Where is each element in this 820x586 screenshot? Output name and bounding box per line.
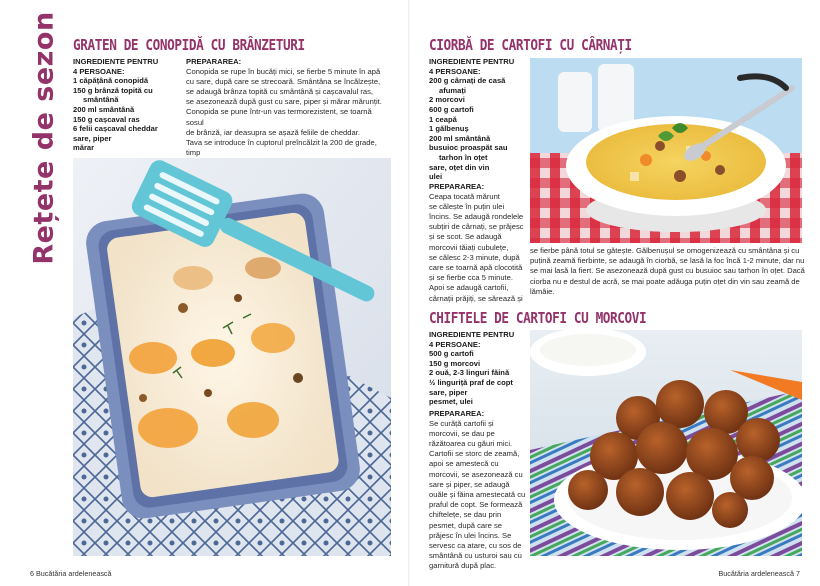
- ingredient-item: 200 ml smântână: [73, 104, 135, 114]
- graten-illustration: [73, 158, 391, 556]
- preparation-chiftele: PREPARAREA: Se curăță cartofii și morcovii, se dau pe răzătoarea cu găuri mici. Cartofii se storc de zeamă, apoi se amestecă cu morcovii, se asezonează cu sare și piper, se adaugă ouăle și făina amestecată cu praful de copt. Se formează chiftelețe, se dau prin pesmet, după care se prăjesc în ulei încins. Se servesc ca atare, cu sos de smântână cu usturoi sau cu garnitură după plac.: [429, 409, 533, 572]
- ingredient-item: 500 g cartofi: [429, 349, 474, 359]
- ciorba-illustration: [530, 58, 802, 243]
- preparation-ciorba: PREPARAREA: Ceapa tocată mărunt se călește în puțin ulei încins. Se adaugă rondelele subțiri de cârnați, se prăjesc și se scot. Se adaugă morcovii tăiați cubulețe, se călesc 2-3 minute, după care se toarnă apă clocotită și se fierbe cca 5 minute. Apoi se adaugă cartofii, cârnații prăjiți, se sărează și: [429, 182, 531, 304]
- ingredients-ciorba: INGREDIENTE PENTRU 4 PERSOANE: 200 g cârnați de casă afumați 2 morcovi 600 g cartofi 1 ceapă 1 gălbenuș 200 ml smântână busuioc proaspăt sau tarhon în oțet sare, oțet din vin ulei: [429, 57, 529, 182]
- prep-text: Conopida se rupe în bucăți mici, se fierbe 5 minute în apă cu sare, după care se strecoară. Smântâna se încălzește, se adaugă brânza topită cu smântână și cașcavalul ras, se asezonează după gust cu sare, piper și mărar mărunțit. Conopida se pune într-un vas termorezistent, se toarnă sosul de brânză, iar deasupra se așază feliile de cheddar. Tava se introduce în cuptorul preîncălzit la 200 de grade, timp: [186, 66, 382, 158]
- ingredient-item: 1 căpățână conopidă: [73, 76, 149, 86]
- photo-chiftele: [530, 330, 802, 556]
- ingredient-item: mărar: [73, 143, 95, 153]
- ingredient-item: 150 g cașcaval ras: [73, 114, 140, 124]
- ingredient-item: 200 g cârnați de casă afumați: [429, 76, 506, 95]
- ingredient-item: pesmet, ulei: [429, 397, 473, 407]
- magazine-name: Bucătăria ardelenească: [36, 569, 112, 578]
- footer-left: [30, 569, 112, 578]
- prep-text-wide: se fierbe până totul se gătește. Gălbenușul se omogenizează cu smântâna și cu puțină zeamă fierbinte, se adaugă în ciorbă, se lasă la foc încă 1-2 minute, dar nu se mai lasă la fiert. Se asezonează după gust cu busuioc sau tarhon în oțet. Dacă ciorba nu e destul de acră, se mai poate adăuga puțin oțet din vin sau zeamă de lămâie.: [530, 246, 805, 296]
- ingredients-graten: INGREDIENTE PENTRU 4 PERSOANE: 1 căpățână conopidă 150 g brânză topită cu smântână 200 ml smântână 150 g cașcaval ras 6 felii cașcaval cheddar sare, piper mărar: [73, 57, 178, 153]
- ingredients-chiftele: INGREDIENTE PENTRU 4 PERSOANE: 500 g cartofi 150 g morcovi 2 ouă, 2-3 linguri făină ½ linguriță praf de copt sare, piper pesmet, ulei: [429, 330, 531, 407]
- recipe-title-chiftele: CHIFTELE DE CARTOFI CU MORCOVI: [429, 309, 647, 327]
- ingredient-item: 150 g morcovi: [429, 358, 481, 368]
- ingredient-item: 600 g cartofi: [429, 104, 474, 114]
- page-number: 7: [796, 569, 800, 578]
- ingredient-item: 6 felii cașcaval cheddar: [73, 124, 158, 134]
- page-number: 6: [30, 569, 34, 578]
- footer-right: [718, 569, 800, 578]
- ingredient-item: sare, piper: [73, 133, 112, 143]
- ingredient-item: sare, oțet din vin: [429, 162, 490, 172]
- ingredient-item: 1 gălbenuș: [429, 124, 469, 134]
- ingredient-item: sare, piper: [429, 387, 468, 397]
- prep-text-narrow: Ceapa tocată mărunt se călește în puțin ulei încins. Se adaugă rondelele subțiri de cârnați, se prăjesc și se scot. Se adaugă morcovii tăiați cubulețe, se călesc 2-3 minute, după care se toarnă apă clocotită și se fierbe cca 5 minute. Apoi se adaugă cartofii, cârnații prăjiți, se sărează și: [429, 191, 524, 303]
- photo-ciorba: [530, 58, 802, 243]
- chiftele-illustration: [530, 330, 802, 556]
- right-page: [410, 0, 820, 586]
- ingredient-item: 2 ouă, 2-3 linguri făină: [429, 368, 510, 378]
- section-title-text: Rețete de sezon: [28, 11, 60, 265]
- preparation-graten: PREPARAREA: Conopida se rupe în bucăți mici, se fierbe 5 minute în apă cu sare, după care se strecoară. Smântâna se încălzește, se adaugă brânza topită cu smântână și cașcavalul ras, se asezonează după gust cu sare, piper și mărar mărunțit. Conopida se pune într-un vas termorezistent, se toarnă sosul de brânză, iar deasupra se așază feliile de cheddar. Tava se introduce în cuptorul preîncălzit la 200 de grade, timp: [186, 57, 391, 169]
- ingredient-item: busuioc proaspăt sau tarhon în oțet: [429, 143, 508, 162]
- ingredient-item: 200 ml smântână: [429, 133, 491, 143]
- ingredient-item: ½ linguriță praf de copt: [429, 377, 513, 387]
- magazine-name: Bucătăria ardelenească: [718, 569, 794, 578]
- ingredient-item: 1 ceapă: [429, 114, 457, 124]
- photo-graten: [73, 158, 391, 556]
- ingredient-item: 150 g brânză topită cu smântână: [73, 85, 153, 105]
- ingredient-item: ulei: [429, 172, 443, 182]
- section-title: [26, 11, 62, 265]
- prep-text: Se curăță cartofii și morcovii, se dau pe răzătoarea cu găuri mici. Cartofii se storc de zeamă, apoi se amestecă cu morcovii, se asezonează cu sare și piper, se adaugă ouăle și făina amestecată cu praful de copt. Se formează chiftelețe, se dau prin pesmet, după care se prăjesc în ulei încins. Se servesc ca atare, cu sos de smântână cu usturoi sau cu garnitură după plac.: [429, 418, 526, 571]
- ingredient-item: 2 morcovi: [429, 95, 465, 105]
- recipe-title-graten: GRATEN DE CONOPIDĂ CU BRÂNZETURI: [73, 36, 305, 54]
- recipe-title-ciorba: CIORBĂ DE CARTOFI CU CÂRNAȚI: [429, 36, 632, 54]
